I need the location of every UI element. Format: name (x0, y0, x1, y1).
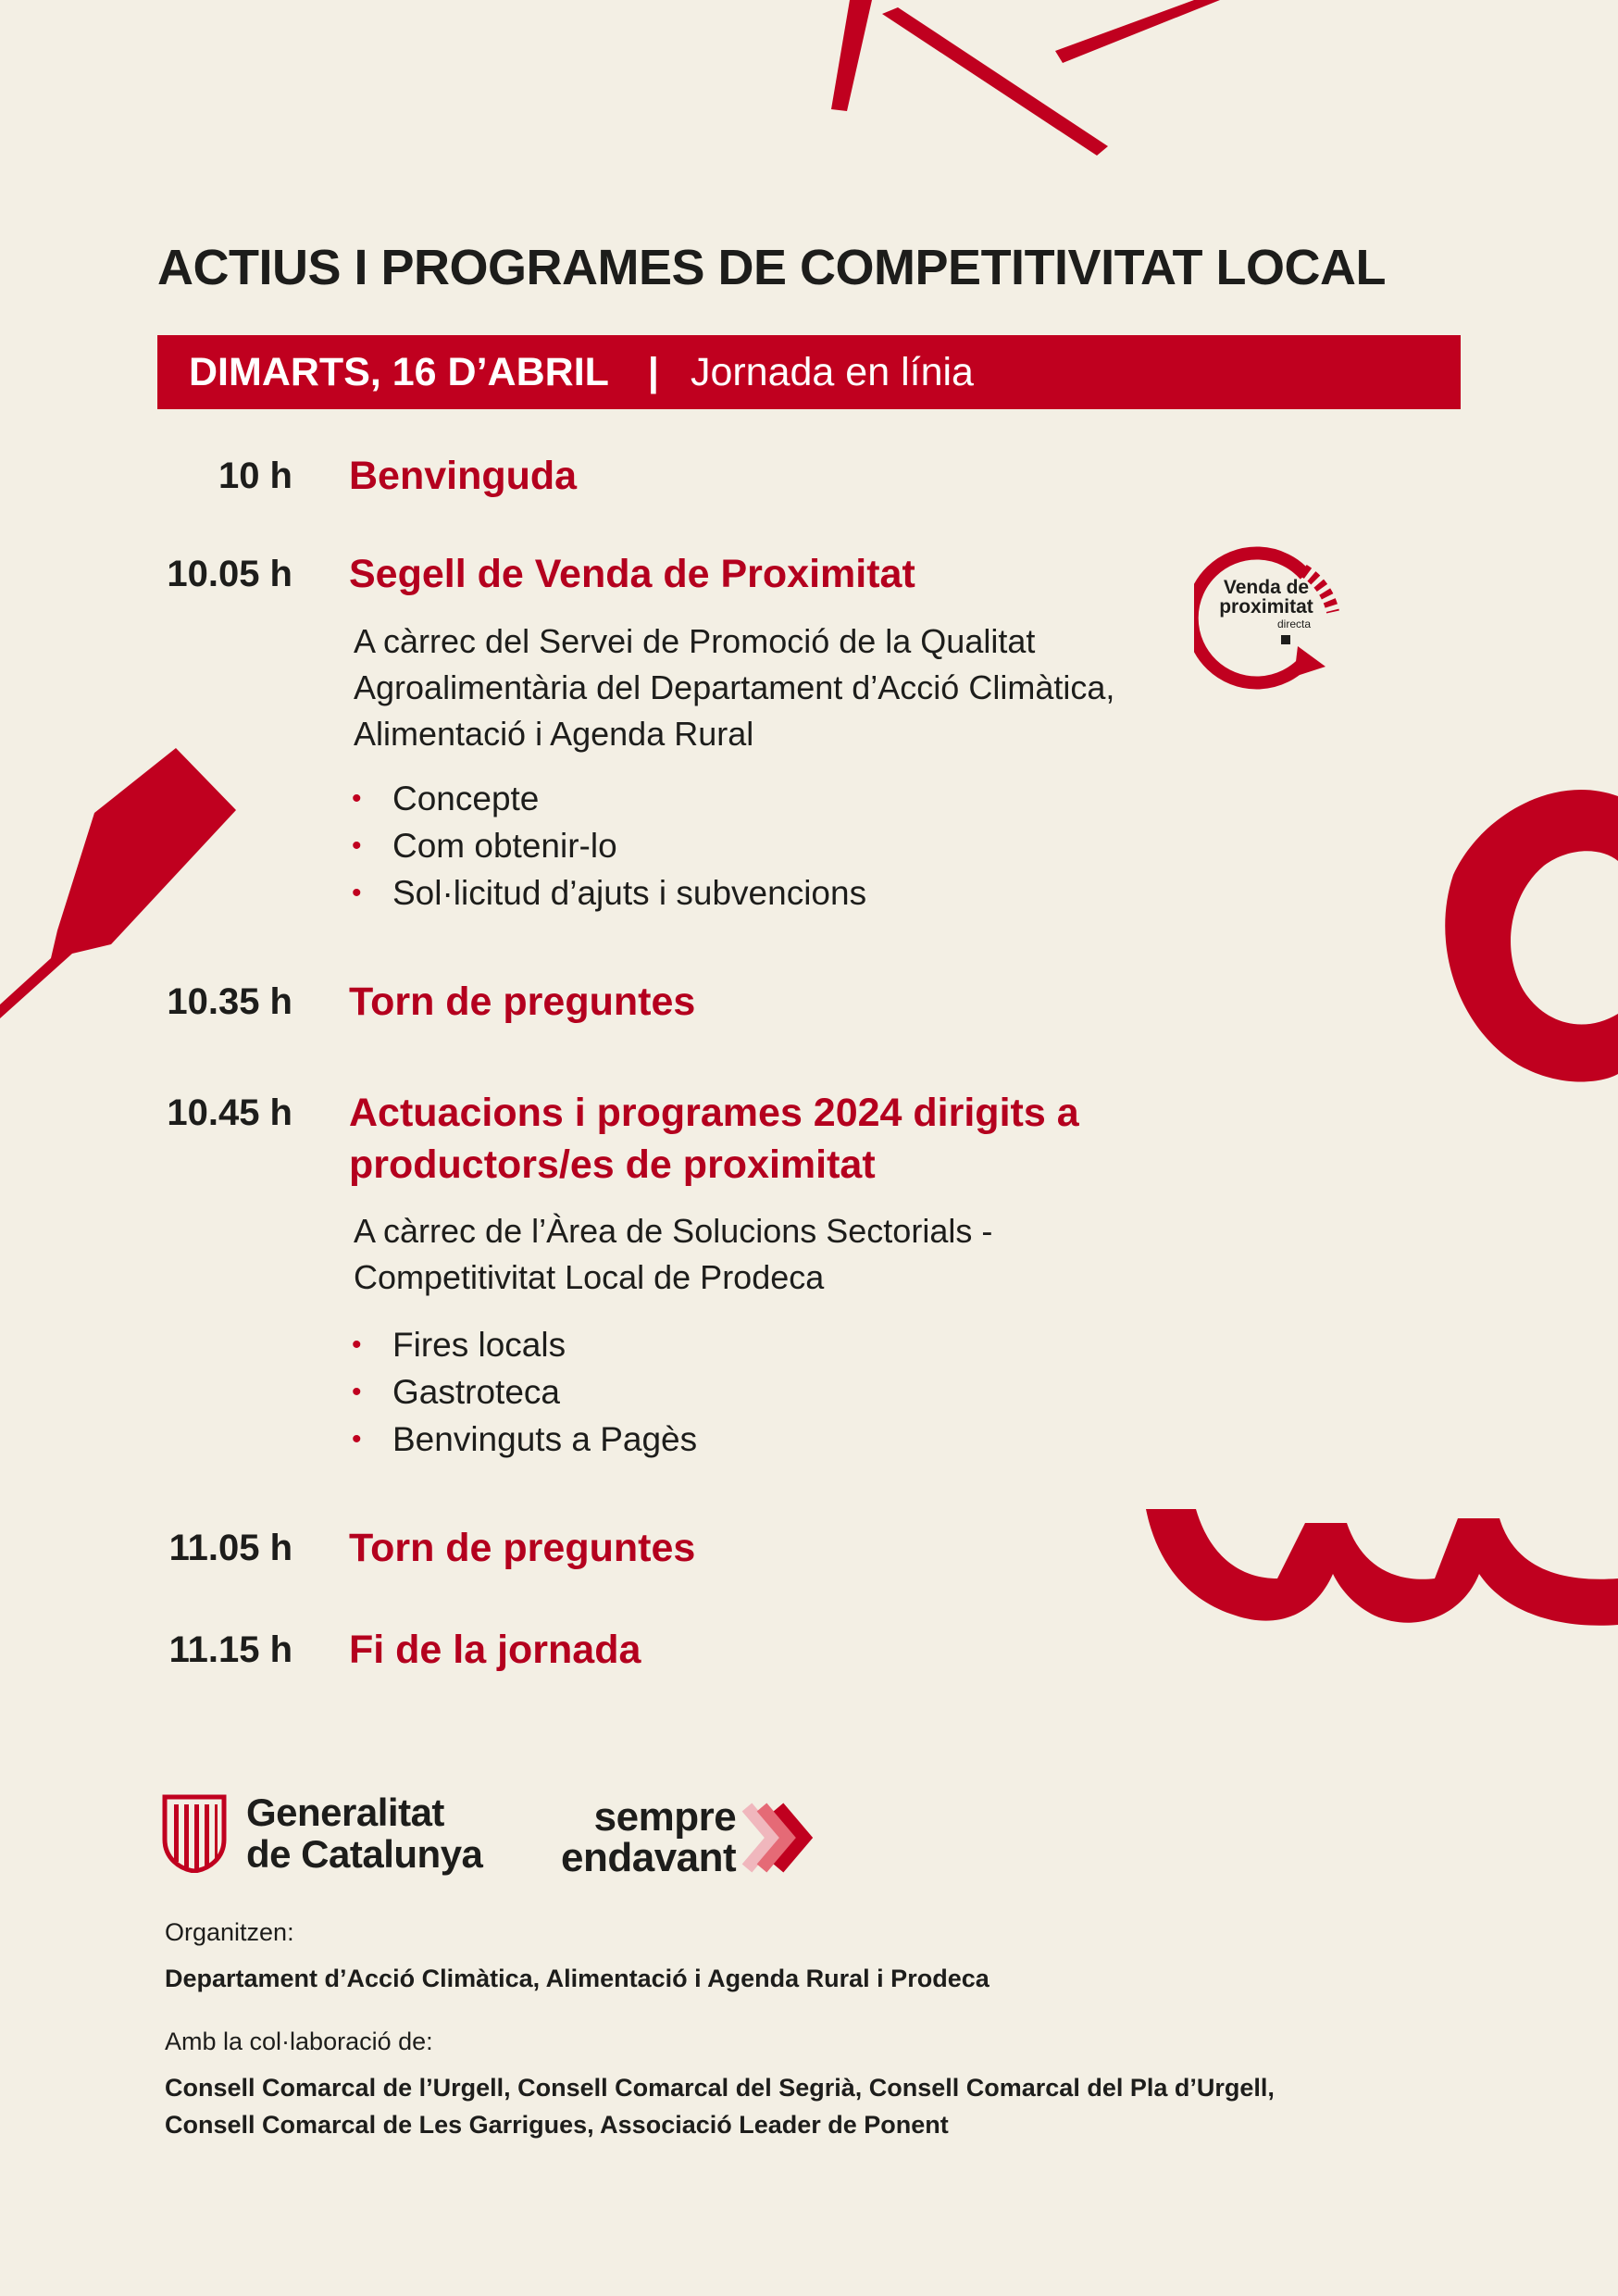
list-item: • Concepte (352, 775, 866, 822)
list-item: • Com obtenir-lo (352, 822, 866, 869)
double-chevron-right-icon (741, 1796, 817, 1879)
sempre-endavant-logo (561, 1796, 817, 1879)
collaborators-line: Consell Comarcal de l’Urgell, Consell Comarcal del Segrià, Consell Comarcal del Pla d’Urgell, (165, 2074, 1275, 2102)
session-title: Torn de preguntes (349, 1526, 696, 1570)
session-time: 10.45 h (167, 1092, 292, 1133)
session-time: 11.15 h (168, 1629, 292, 1670)
bullet-icon: • (352, 1424, 362, 1454)
bullet-icon: • (352, 878, 362, 908)
page-title: ACTIUS I PROGRAMES DE COMPETITIVITAT LOCAL (157, 240, 1386, 295)
venda-proximitat-seal-icon (1194, 543, 1342, 691)
session-description-line: A càrrec del Servei de Promoció de la Qualitat (354, 622, 1036, 660)
bullet-icon: • (352, 1329, 362, 1360)
sempre-endavant-text: sempre endavant (561, 1794, 737, 1880)
session-description-line: Alimentació i Agenda Rural (354, 715, 754, 753)
bullet-icon: • (352, 830, 362, 861)
list-item: • Fires locals (352, 1321, 697, 1368)
session-time: 10.35 h (167, 981, 292, 1022)
svg-text:proximitat: proximitat (1219, 596, 1313, 618)
svg-text:directa: directa (1276, 618, 1312, 630)
generalitat-logo (161, 1791, 482, 1875)
senyera-emblem-icon (161, 1793, 228, 1873)
banner-separator: | (647, 349, 659, 394)
session-title-continued: productors/es de proximitat (349, 1142, 876, 1187)
deco-stroke-top-3 (1055, 0, 1220, 63)
deco-stroke-top-2 (882, 7, 1108, 156)
collaborators-line: Consell Comarcal de Les Garrigues, Associació Leader de Ponent (165, 2111, 949, 2139)
venda-proximitat-logo (1194, 543, 1342, 695)
session-time: 10.05 h (167, 554, 292, 594)
session-topics (352, 1321, 697, 1463)
session-topics (352, 775, 866, 917)
session-title: Actuacions i programes 2024 dirigits a (349, 1091, 1079, 1135)
deco-paddle-left (0, 748, 236, 1018)
list-item: • Gastroteca (352, 1368, 697, 1416)
event-format: Jornada en línia (690, 349, 974, 394)
session-description-line: Agroalimentària del Departament d’Acció Climàtica, (354, 668, 1115, 706)
event-date: DIMARTS, 16 D’ABRIL (189, 349, 609, 394)
organizers-label: Organitzen: (165, 1918, 294, 1946)
bullet-icon: • (352, 783, 362, 814)
session-title: Benvinguda (349, 454, 578, 498)
bullet-icon: • (352, 1377, 362, 1407)
svg-text:Venda de: Venda de (1223, 577, 1310, 598)
session-time: 11.05 h (168, 1528, 292, 1568)
organizers-text: Departament d’Acció Climàtica, Alimentació i Agenda Rural i Prodeca (165, 1965, 989, 1992)
session-time: 10 h (218, 455, 292, 496)
session-title: Fi de la jornada (349, 1628, 641, 1672)
generalitat-name: Generalitat de Catalunya (246, 1791, 483, 1876)
deco-stroke-top-1 (831, 0, 872, 111)
deco-wave-right (1146, 1509, 1618, 1626)
collaboration-label: Amb la col·laboració de: (165, 2028, 433, 2055)
date-banner (157, 335, 1461, 409)
list-item: • Benvinguts a Pagès (352, 1416, 697, 1463)
session-description-line: A càrrec de l’Àrea de Solucions Sectorials - (354, 1212, 993, 1250)
list-item: • Sol·licitud d’ajuts i subvencions (352, 869, 866, 917)
session-description-line: Competitivitat Local de Prodeca (354, 1258, 825, 1296)
session-title: Torn de preguntes (349, 980, 696, 1024)
session-title: Segell de Venda de Proximitat (349, 552, 915, 596)
deco-ring-right (1445, 790, 1618, 1082)
